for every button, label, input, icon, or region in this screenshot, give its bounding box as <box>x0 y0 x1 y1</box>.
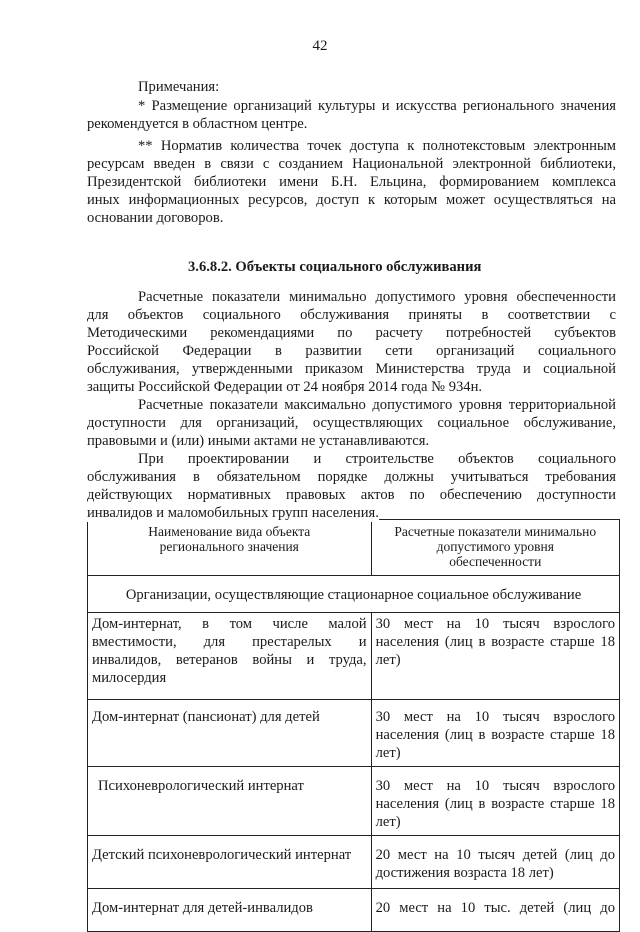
paragraph-line: Расчетные показатели минимально допустимого уровня обеспеченности <box>138 289 616 305</box>
paragraph-line: доступности для организаций, осуществляющих социальное обслуживание, <box>87 415 616 431</box>
paragraph-line: обслуживания, утвержденными приказом Министерства труда и социальной <box>87 361 616 377</box>
note2-line: иных информационных ресурсов, доступ к которым может осуществляться на <box>87 192 616 208</box>
row-name: Психоневрологический интернат <box>88 767 372 836</box>
header-standard: Расчетные показатели минимально допустимого уровня обеспеченности <box>371 520 619 576</box>
group-title: Организации, осуществляющие стационарное социальное обслуживание <box>88 576 620 613</box>
table-row <box>88 889 620 932</box>
row-name: Дом-интернат, в том числе малой вместимости, для престарелых и инвалидов, ветеранов войны и труда, милосердия <box>88 613 372 700</box>
table-header-row <box>88 520 620 576</box>
row-value: 30 мест на 10 тысяч взрослого населения (лиц в возрасте старше 18 лет) <box>371 700 619 767</box>
paragraph-line: обслуживания в обязательном порядке должны учитываться требования <box>87 469 616 485</box>
note2-line: основании договоров. <box>87 210 224 226</box>
note1-line: рекомендуется в областном центре. <box>87 116 308 132</box>
header-object-type: Наименование вида объекта регионального значения <box>88 520 372 576</box>
page-number: 42 <box>312 38 328 54</box>
row-name: Дом-интернат для детей-инвалидов <box>88 889 372 932</box>
row-name: Детский психоневрологический интернат <box>88 836 372 889</box>
note1-line: * Размещение организаций культуры и искусства регионального значения <box>138 98 616 114</box>
paragraph-line: Расчетные показатели максимально допустимого уровня территориальной <box>138 397 616 413</box>
row-name: Дом-интернат (пансионат) для детей <box>88 700 372 767</box>
standards-table <box>87 519 620 932</box>
row-value: 20 мест на 10 тысяч детей (лиц до достижения возраста 18 лет) <box>371 836 619 889</box>
paragraph-line: защиты Российской Федерации от 24 ноября 2014 года № 934н. <box>87 379 483 395</box>
row-value: 30 мест на 10 тысяч взрослого населения (лиц в возрасте старше 18 лет) <box>371 767 619 836</box>
table-row <box>88 613 620 700</box>
note2-line: ** Норматив количества точек доступа к полнотекстовым электронным <box>138 138 616 154</box>
paragraph-line: правовыми и (или) иными актами не устанавливаются. <box>87 433 430 449</box>
table-row <box>88 700 620 767</box>
note2-line: ресурсам введен в связи с созданием Национальной электронной библиотеки, <box>87 156 616 172</box>
paragraph-line: инвалидов и маломобильных групп населения. <box>87 505 379 521</box>
paragraph-line: Российской Федерации в развитии сети организаций социального <box>87 343 616 359</box>
paragraph-line: Методическими рекомендациями по расчету потребностей субъектов <box>87 325 616 341</box>
note2-line: Президентской библиотеки имени Б.Н. Ельцина, формированием комплекса <box>87 174 616 190</box>
section-heading: 3.6.8.2. Объекты социального обслуживания <box>188 259 482 275</box>
paragraph-line: При проектировании и строительстве объектов социального <box>138 451 616 467</box>
paragraph-line: действующих нормативных правовых актов по обеспечению доступности <box>87 487 616 503</box>
row-value: 20 мест на 10 тыс. детей (лиц до <box>371 889 619 932</box>
table-row <box>88 767 620 836</box>
notes-title: Примечания: <box>138 79 220 95</box>
row-value: 30 мест на 10 тысяч взрослого населения (лиц в возрасте старше 18 лет) <box>371 613 619 700</box>
paragraph-line: для объектов социального обслуживания приняты в соответствии с <box>87 307 616 323</box>
table-group-row <box>88 576 620 613</box>
table-row <box>88 836 620 889</box>
